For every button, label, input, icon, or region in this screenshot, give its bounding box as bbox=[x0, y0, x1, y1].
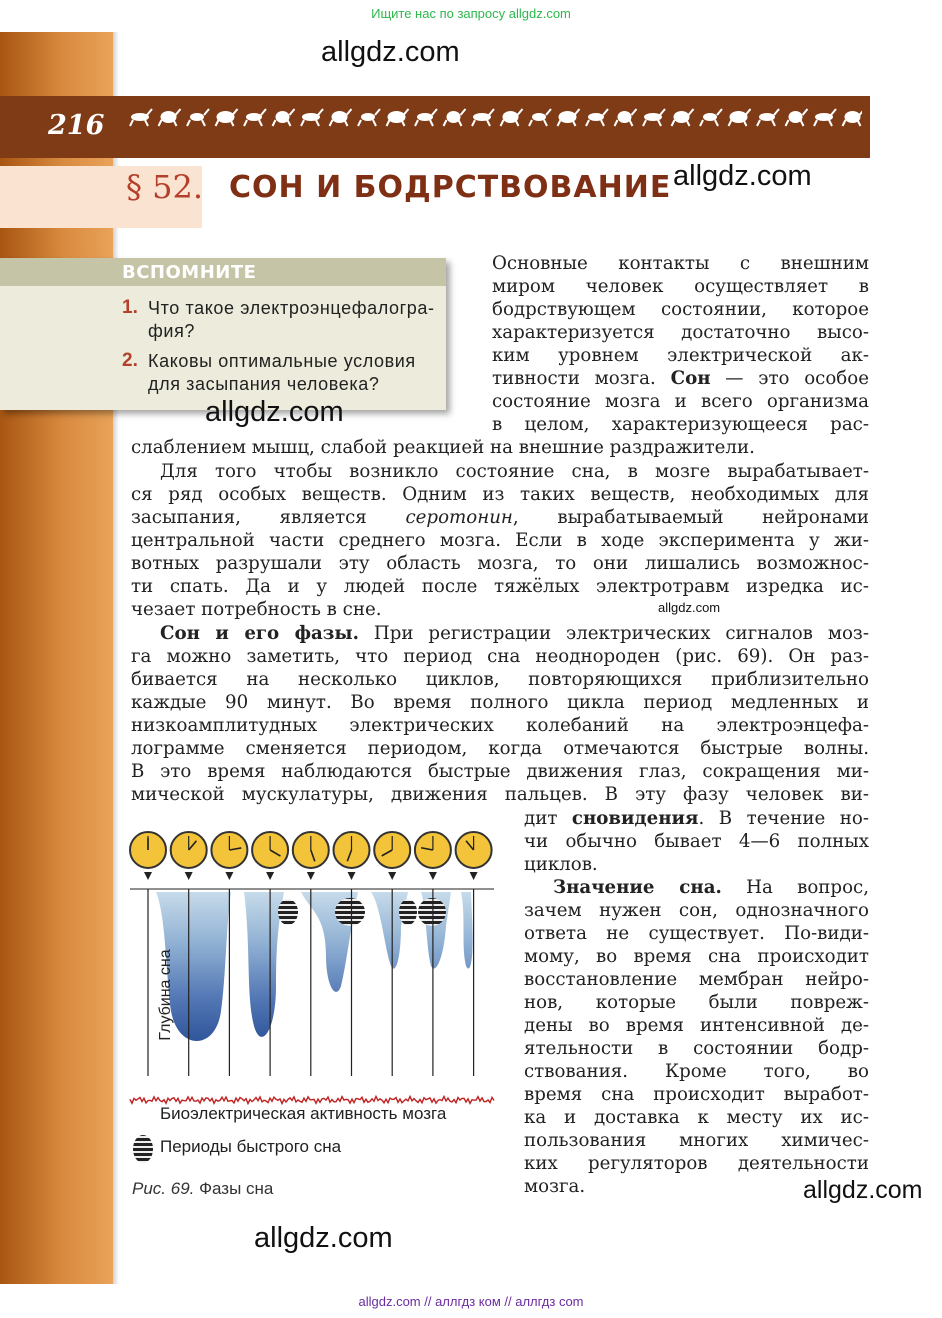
animal-icon bbox=[757, 109, 779, 126]
animal-icon bbox=[273, 109, 295, 126]
text-line: нов, которые были повреж- bbox=[524, 992, 869, 1013]
bottom-links: allgdz.com // аллгдз ком // аллгдз com bbox=[358, 1294, 584, 1309]
rem-legend-icon bbox=[132, 1133, 154, 1165]
recall-title: ВСПОМНИТЕ bbox=[122, 262, 257, 283]
text-line: ся ряд особых веществ. Одним из таких веществ, необходимых для bbox=[131, 484, 869, 505]
watermark: allgdz.com bbox=[254, 1222, 393, 1254]
question-number: 2. bbox=[122, 350, 138, 371]
text-line: время сна происходит выработ- bbox=[524, 1084, 869, 1105]
text-line: чезает потребность в сне. bbox=[131, 599, 382, 620]
animal-icon bbox=[786, 109, 808, 126]
clock-icon bbox=[334, 832, 370, 880]
animal-icon bbox=[814, 109, 836, 126]
text-line: миром человек осуществляет в bbox=[492, 276, 869, 297]
text-line: В это время наблюдаются быстрые движения глаз, сокращения ми- bbox=[131, 761, 869, 782]
text-line: состояние мозга и всего организма bbox=[492, 391, 869, 412]
animal-icon bbox=[130, 109, 152, 126]
recall-question-2 bbox=[122, 350, 138, 372]
text-line: лограмме сменяется периодом, когда отмечаются быстрые волны. bbox=[131, 738, 869, 759]
text-line: Основные контакты с внешним bbox=[492, 253, 869, 274]
text-line: каждые 90 минут. Во время полного цикла период медленных и bbox=[131, 692, 869, 713]
text-line: циклов. bbox=[524, 854, 598, 875]
clock-icon bbox=[171, 832, 207, 880]
term-serotonin: серотонин bbox=[405, 507, 513, 528]
text-line: бодрствующем состоянии, которое bbox=[492, 299, 869, 320]
text-line: ствования. Кроме того, во bbox=[524, 1061, 869, 1082]
top-note: Ищите нас по запросу allgdz.com bbox=[371, 6, 571, 21]
term-sleep: Сон bbox=[670, 368, 711, 389]
text-line: ти спать. Да и у людей после тяжёлых электротравм изредка ис- bbox=[131, 576, 869, 597]
question-2-line-1: Каковы оптимальные условия bbox=[148, 351, 416, 371]
chapter-title: СОН И БОДРСТВОВАНИЕ bbox=[229, 170, 672, 205]
animal-icon bbox=[843, 109, 863, 126]
text-run: . В течение но- bbox=[698, 808, 869, 829]
text-line bbox=[524, 807, 869, 830]
question-1-line-2: фия? bbox=[148, 321, 196, 341]
animal-silhouettes-decoration bbox=[122, 100, 862, 134]
clock-icon bbox=[252, 832, 288, 880]
animal-icon bbox=[529, 109, 551, 126]
rem-period-mark bbox=[399, 899, 417, 925]
text-line: слаблением мышц, слабой реакцией на внешние раздражители. bbox=[131, 437, 755, 458]
animal-icon bbox=[358, 109, 380, 126]
bioelectric-label: Биоэлектрическая активность мозга bbox=[160, 1104, 447, 1123]
animal-icon bbox=[672, 109, 694, 126]
clocks-row bbox=[130, 832, 492, 880]
subheading-sleep-phases: Сон и его фазы. bbox=[160, 623, 359, 644]
animal-icon bbox=[472, 109, 494, 126]
text-line: зачем нужен сон, однозначного bbox=[524, 900, 869, 921]
watermark-small: allgdz.com bbox=[658, 600, 721, 615]
animal-icon bbox=[700, 109, 722, 126]
text-run: , вырабатываемый нейронами bbox=[512, 507, 869, 528]
recall-question-1 bbox=[122, 297, 138, 319]
clock-icon bbox=[211, 832, 247, 880]
question-2-line-2: для засыпания человека? bbox=[148, 374, 380, 394]
paragraph-number: § 52. bbox=[126, 168, 204, 206]
text-line: пользования многих химичес- bbox=[524, 1130, 869, 1151]
animal-icon bbox=[187, 109, 209, 126]
rem-period-mark bbox=[335, 898, 365, 926]
clock-icon bbox=[374, 832, 410, 880]
text-line: ких регуляторов деятельности bbox=[524, 1153, 869, 1174]
animal-icon bbox=[415, 109, 437, 126]
clock-icon bbox=[293, 832, 329, 880]
animal-icon bbox=[643, 109, 665, 126]
text-line: вотных разрушали эту область мозга, то они лишались возможнос- bbox=[131, 553, 869, 574]
rem-period-mark bbox=[418, 898, 446, 926]
animal-icon bbox=[330, 109, 352, 126]
page-number: 216 bbox=[48, 110, 105, 141]
watermark: allgdz.com bbox=[673, 160, 812, 192]
text-line: мозга. bbox=[524, 1176, 586, 1197]
text-line: Для того чтобы возникло состояние сна, в мозге вырабатывает- bbox=[160, 461, 869, 482]
text-line: мому, во время сна происходит bbox=[524, 946, 869, 967]
question-number: 1. bbox=[122, 297, 138, 318]
text-line bbox=[492, 367, 869, 390]
clock-icon bbox=[415, 832, 451, 880]
animal-icon bbox=[501, 109, 523, 126]
animal-icon bbox=[159, 109, 181, 126]
text-line: характеризуется достаточно высо- bbox=[492, 322, 869, 343]
animal-icon bbox=[558, 109, 580, 126]
question-1-line-1: Что такое электроэнцефалогра- bbox=[148, 298, 435, 318]
bioelectric-wave bbox=[130, 1096, 494, 1103]
text-run: — это особое bbox=[725, 368, 869, 389]
caption-text: Фазы сна bbox=[199, 1179, 274, 1198]
animal-icon bbox=[301, 109, 323, 126]
term-dreams: сновидения bbox=[571, 808, 699, 829]
text-run: тивности мозга. bbox=[492, 368, 656, 389]
animal-icon bbox=[586, 109, 608, 126]
clock-icon bbox=[130, 832, 166, 880]
animal-icon bbox=[615, 109, 637, 126]
rem-label: Периоды быстрого сна bbox=[160, 1137, 342, 1156]
text-run: При регистрации электрических сигналов моз- bbox=[373, 623, 869, 644]
clock-icon bbox=[456, 832, 492, 880]
animal-icon bbox=[216, 109, 238, 126]
text-line: бивается на несколько циклов, повторяющихся приблизительно bbox=[131, 669, 869, 690]
animal-icon bbox=[444, 109, 466, 126]
watermark: allgdz.com bbox=[205, 396, 344, 428]
rem-periods bbox=[278, 898, 446, 926]
text-run: На вопрос, bbox=[746, 877, 869, 898]
animal-icon bbox=[244, 109, 266, 126]
animal-icon bbox=[729, 109, 751, 126]
text-line bbox=[553, 876, 869, 899]
text-line: мической мускулатуры, движения пальцев. В эту фазу человек ви- bbox=[131, 784, 869, 805]
text-run: дит bbox=[524, 808, 558, 829]
watermark: allgdz.com bbox=[803, 1176, 923, 1204]
text-line: га можно заметить, что период сна неоднороден (рис. 69). Он раз- bbox=[131, 646, 869, 667]
text-line bbox=[131, 506, 869, 529]
text-line: низкоамплитудных электрических колебаний на электроэнцефа- bbox=[131, 715, 869, 736]
rem-period-mark bbox=[278, 899, 298, 925]
text-line: дены во время интенсивной де- bbox=[524, 1015, 869, 1036]
text-line: ятельности в состоянии бодр- bbox=[524, 1038, 869, 1059]
watermark: allgdz.com bbox=[321, 36, 460, 68]
text-run: засыпания, является bbox=[131, 507, 367, 528]
animal-icon bbox=[387, 109, 409, 126]
text-line: чи обычно бывает 4—6 полных bbox=[524, 831, 869, 852]
text-line: восстановление мембран нейро- bbox=[524, 969, 869, 990]
text-line: в целом, характеризующееся рас- bbox=[492, 414, 869, 435]
caption-prefix: Рис. 69. bbox=[132, 1179, 195, 1198]
text-line: ким уровнем электрической ак- bbox=[492, 345, 869, 366]
y-axis-label: Глубина сна bbox=[157, 949, 174, 1041]
text-line: ответа не существует. По-види- bbox=[524, 923, 869, 944]
figure-caption bbox=[132, 1179, 273, 1199]
sleep-phases-figure bbox=[126, 826, 498, 1118]
text-line: ка и доставка к месту их ис- bbox=[524, 1107, 869, 1128]
text-line: центральной части среднего мозга. Если в ходе эксперимента у жи- bbox=[131, 530, 869, 551]
text-line bbox=[160, 622, 869, 645]
subheading-sleep-meaning: Значение сна. bbox=[553, 877, 722, 898]
